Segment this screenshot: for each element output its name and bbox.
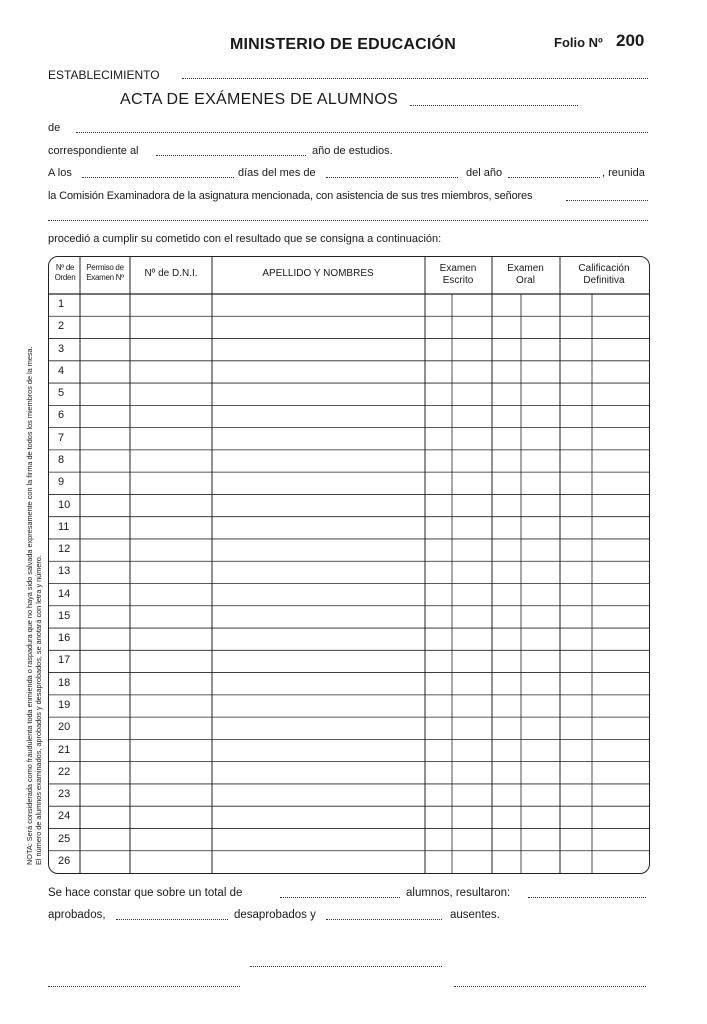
desaprobados-label: desaprobados y bbox=[234, 909, 316, 921]
row-number: 13 bbox=[58, 565, 71, 578]
anio-field[interactable] bbox=[508, 177, 600, 178]
row-number: 23 bbox=[58, 788, 71, 801]
row-number: 12 bbox=[58, 543, 71, 556]
aprobados-label: aprobados, bbox=[48, 909, 106, 921]
row-number: 4 bbox=[58, 364, 65, 377]
table-grid bbox=[49, 257, 649, 873]
header-orden: Nº de Orden bbox=[54, 263, 76, 282]
acta-title: ACTA DE EXÁMENES DE ALUMNOS bbox=[120, 91, 399, 108]
row-number: 18 bbox=[58, 676, 71, 689]
header-permiso: Permiso de Examen Nº bbox=[86, 263, 124, 282]
comision-text: la Comisión Examinadora de la asignatura mencionada, con asistencia de sus tres miembros, señores bbox=[48, 190, 533, 202]
row-number: 26 bbox=[58, 854, 71, 867]
row-number: 1 bbox=[58, 298, 65, 311]
header-calificacion: Calificación Definitiva bbox=[578, 263, 630, 286]
row-number: 7 bbox=[58, 431, 65, 444]
total-prefix: Se hace constar que sobre un total de bbox=[48, 887, 243, 899]
senores-field[interactable] bbox=[566, 200, 648, 201]
a-los-label: A los bbox=[48, 167, 72, 179]
row-number: 21 bbox=[58, 743, 71, 756]
resultaron-field[interactable] bbox=[528, 897, 646, 898]
row-number: 2 bbox=[58, 320, 65, 333]
mes-field[interactable] bbox=[326, 177, 458, 178]
desaprobados-field[interactable] bbox=[326, 919, 442, 920]
establecimiento-field[interactable] bbox=[182, 78, 648, 79]
acta-field[interactable] bbox=[410, 105, 578, 106]
row-number: 5 bbox=[58, 387, 65, 400]
reunida-label: , reunida bbox=[602, 167, 645, 179]
dias-field[interactable] bbox=[82, 177, 234, 178]
correspondiente-field[interactable] bbox=[156, 155, 306, 156]
signature-line-center[interactable] bbox=[250, 966, 442, 967]
folio-label: Folio Nº bbox=[554, 35, 603, 50]
side-note-line-1: NOTA: Será considerada como fraudulenta toda enmienda o raspadura que no haya sido salvada expresamente con la firma de todos los miembros de la mesa. bbox=[25, 346, 34, 865]
row-number: 22 bbox=[58, 765, 71, 778]
dias-mes-label: días del mes de bbox=[238, 167, 316, 179]
row-number: 9 bbox=[58, 476, 65, 489]
row-number: 19 bbox=[58, 698, 71, 711]
alumnos-label: alumnos, resultaron: bbox=[406, 887, 511, 899]
establecimiento-label: ESTABLECIMIENTO bbox=[48, 68, 160, 82]
row-number: 3 bbox=[58, 342, 65, 355]
ministry-title: MINISTERIO DE EDUCACIÓN bbox=[230, 36, 456, 53]
de-label: de bbox=[48, 122, 61, 134]
folio-number: 200 bbox=[616, 31, 645, 50]
row-number: 25 bbox=[58, 832, 71, 845]
correspondiente-label: correspondiente al bbox=[48, 145, 139, 157]
header-apellido: APELLIDO Y NOMBRES bbox=[262, 268, 374, 279]
senores-field-2[interactable] bbox=[48, 220, 648, 221]
side-note bbox=[25, 265, 43, 865]
header-oral: Examen Oral bbox=[507, 263, 544, 286]
row-number: 20 bbox=[58, 721, 71, 734]
row-number: 8 bbox=[58, 454, 65, 467]
signature-line-left[interactable] bbox=[48, 986, 240, 987]
anio-estudios-label: año de estudios. bbox=[312, 145, 393, 157]
grades-table bbox=[48, 256, 650, 874]
procedio-text: procedió a cumplir su cometido con el resultado que se consigna a continuación: bbox=[48, 233, 442, 245]
side-note-line-2: El número de alumnos examinados, aprobados y desaprobados, se anotará con letra y número. bbox=[34, 555, 43, 865]
row-number: 6 bbox=[58, 409, 65, 422]
row-number: 11 bbox=[58, 520, 70, 533]
ausentes-label: ausentes. bbox=[450, 909, 500, 921]
header-dni: Nº de D.N.I. bbox=[144, 268, 198, 279]
del-anio-label: del año bbox=[466, 167, 503, 179]
row-number: 16 bbox=[58, 632, 71, 645]
total-field[interactable] bbox=[280, 897, 400, 898]
row-number: 15 bbox=[58, 609, 71, 622]
row-number: 17 bbox=[58, 654, 71, 667]
aprobados-field[interactable] bbox=[116, 919, 228, 920]
de-field[interactable] bbox=[76, 132, 648, 133]
header-escrito: Examen Escrito bbox=[439, 263, 477, 286]
row-number: 10 bbox=[58, 498, 71, 511]
row-number: 24 bbox=[58, 810, 71, 823]
row-number: 14 bbox=[58, 587, 71, 600]
signature-line-right[interactable] bbox=[454, 986, 646, 987]
